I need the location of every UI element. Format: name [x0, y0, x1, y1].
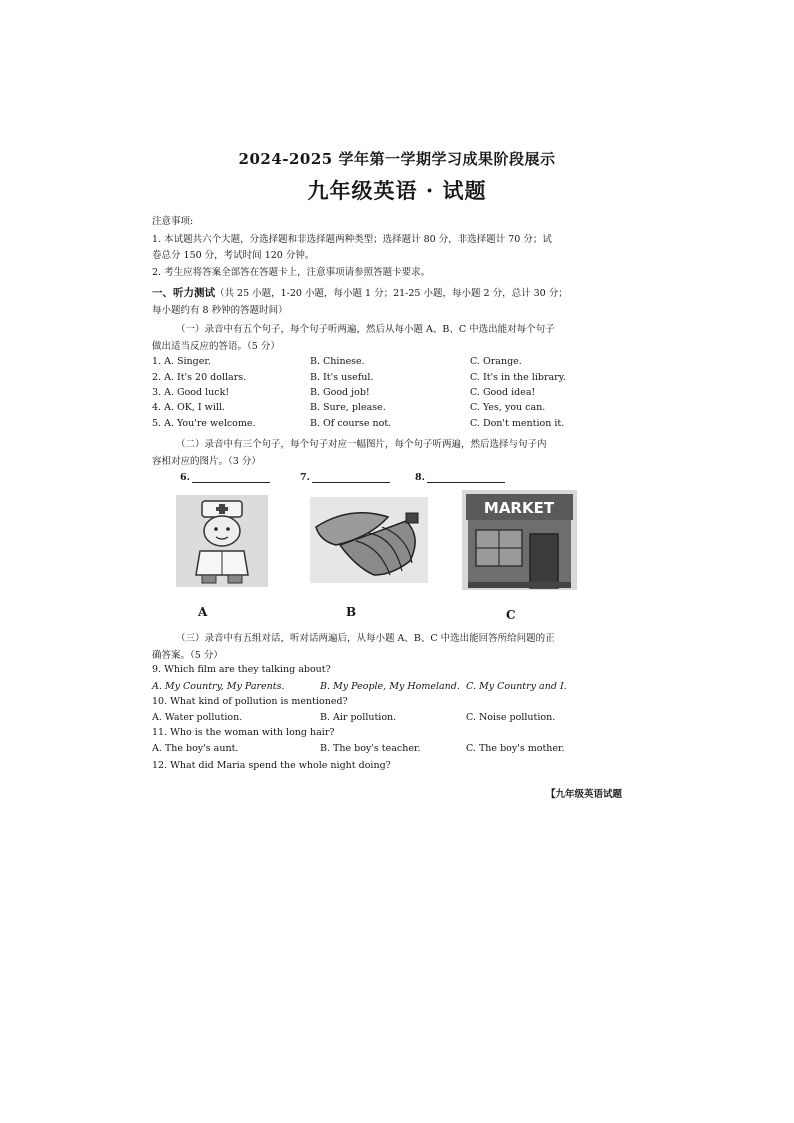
- notes-line-2: 卷总分 150 分，考试时间 120 分钟。: [152, 250, 315, 261]
- q10-option-b: B. Air pollution.: [320, 712, 397, 723]
- exam-title: 2024-2025 学年第一学期学习成果阶段展示: [238, 150, 556, 168]
- q2-option-a: 2. A. It's 20 dollars.: [152, 372, 247, 383]
- q11-option-a: A. The boy's aunt.: [152, 743, 239, 754]
- q4-option-c: C. Yes, you can.: [470, 402, 546, 413]
- q5-option-b: B. Of course not.: [310, 418, 392, 429]
- part3-instruction-1: （三）录音中有五组对话，听对话两遍后，从每小题 A、B、C 中选出能回答所给问题的正: [176, 633, 555, 644]
- q4-option-a: 4. A. OK, I will.: [152, 402, 225, 413]
- q4-option-b: B. Sure, please.: [310, 402, 386, 413]
- section1-desc: （共 25 小题，1-20 小题，每小题 1 分；21-25 小题，每小题 2 分，总计 30 分；: [215, 288, 568, 299]
- q5-option-a: 5. A. You're welcome.: [152, 418, 256, 429]
- q3-option-a: 3. A. Good luck!: [152, 387, 230, 398]
- q11-question: 11. Who is the woman with long hair?: [152, 727, 335, 738]
- q12-question: 12. What did Maria spend the whole night doing?: [152, 760, 391, 771]
- q9-option-b: B. My People, My Homeland.: [320, 681, 460, 692]
- answer-blank-7[interactable]: 7.: [300, 472, 390, 483]
- q3-option-c: C. Good idea!: [470, 387, 536, 398]
- section1-title: 一、听力测试: [152, 287, 215, 299]
- q9-option-a: A. My Country, My Parents.: [152, 681, 285, 692]
- q10-option-a: A. Water pollution.: [152, 712, 243, 723]
- notes-heading: 注意事项:: [152, 216, 194, 227]
- part3-instruction-2: 确答案。（5 分）: [152, 650, 223, 661]
- exam-subtitle: 九年级英语 · 试题: [307, 178, 487, 203]
- q11-option-c: C. The boy's mother.: [466, 743, 565, 754]
- footer-tag: 【九年级英语试题: [546, 789, 623, 800]
- bananas-icon: [310, 497, 428, 583]
- q1-option-a: 1. A. Singer.: [152, 356, 211, 367]
- doctor-icon: [176, 495, 268, 587]
- part2-instruction-1: （二）录音中有三个句子，每个句子对应一幅图片，每个句子听两遍，然后选择与句子内: [176, 439, 547, 450]
- section1-heading: [152, 285, 568, 300]
- q10-question: 10. What kind of pollution is mentioned?: [152, 696, 348, 707]
- notes-line-1: 1. 本试题共六个大题，分选择题和非选择题两种类型；选择题计 80 分，非选择题计 70 分；试: [152, 234, 552, 245]
- market-sign: MARKET: [483, 499, 555, 517]
- market-icon: [462, 490, 577, 590]
- q5-option-c: C. Don't mention it.: [470, 418, 565, 429]
- q1-option-b: B. Chinese.: [310, 356, 365, 367]
- answer-blank-6[interactable]: 6.: [180, 472, 270, 483]
- answer-blank-8[interactable]: 8.: [415, 472, 505, 483]
- q9-option-c: C. My Country and I.: [466, 681, 567, 692]
- section1-heading-line2: 每小题约有 8 秒钟的答题时间）: [152, 305, 288, 316]
- notes-line-3: 2. 考生应将答案全部答在答题卡上，注意事项请参照答题卡要求。: [152, 267, 431, 278]
- picture-label-b: B: [346, 605, 357, 619]
- q9-question: 9. Which film are they talking about?: [152, 664, 331, 675]
- q11-option-b: B. The boy's teacher.: [320, 743, 421, 754]
- picture-label-a: A: [198, 605, 208, 619]
- q10-option-c: C. Noise pollution.: [466, 712, 556, 723]
- part1-instruction-2: 做出适当反应的答语。（5 分）: [152, 341, 280, 352]
- picture-label-c: C: [506, 608, 516, 622]
- q2-option-c: C. It's in the library.: [470, 372, 566, 383]
- part2-instruction-2: 容相对应的图片。（3 分）: [152, 456, 261, 467]
- q3-option-b: B. Good job!: [310, 387, 370, 398]
- part1-instruction-1: （一）录音中有五个句子，每个句子听两遍，然后从每小题 A、B、C 中选出能对每个句子: [176, 324, 555, 335]
- q2-option-b: B. It's useful.: [310, 372, 374, 383]
- q1-option-c: C. Orange.: [470, 356, 522, 367]
